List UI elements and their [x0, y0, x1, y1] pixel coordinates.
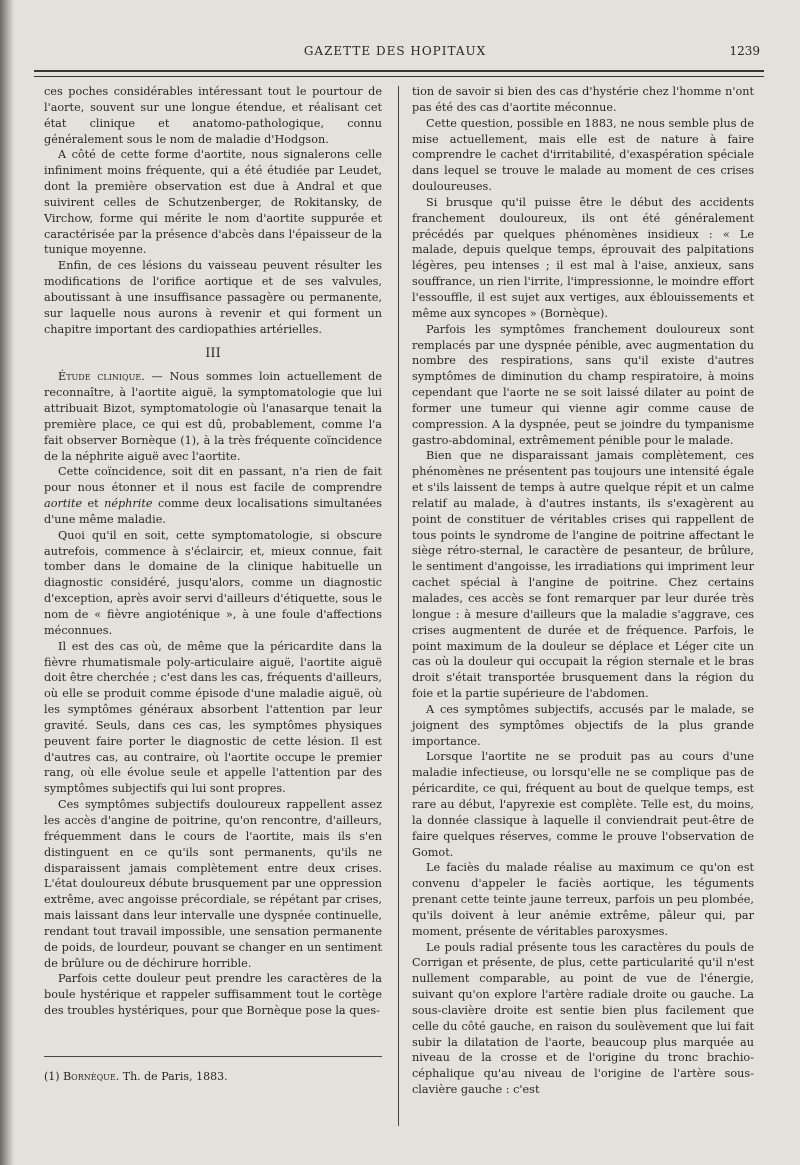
binding-edge — [0, 0, 14, 1165]
paragraph: Ces symptômes subjectifs douloureux rappellent assez les accès d'angine de poitrine, qu'on rencontre, d'ailleurs, fréquemment dans le cours de l'aortite, mais ils s'en distinguent en ce qu'ils sont permanents, qu'ils ne disparaissent jamais complètement entre deux crises. L'état douloureux débute brusquement par une oppression extrême, avec angoisse précordiale, se répétant par crises, mais laissant dans leur intervalle une dyspnée continuelle, rendant tout travail impossible, une sensation permanente de poids, de lourdeur, pouvant se changer en un sentiment de brûlure ou de déchirure horrible. — [44, 798, 382, 970]
paragraph: A côté de cette forme d'aortite, nous signalerons celle infiniment moins fréquente, qui a été étudiée par Leudet, dont la première observation est due à Andral et que suivirent celles de Schutzenberger, de Rokitansky, de Virchow, forme qui mérite le nom d'aortite suppurée et caractérisée par la présence d'abcès dans l'épaisseur de la tunique moyenne. — [44, 148, 382, 257]
italic-term: néphrite — [104, 497, 153, 511]
right-column — [412, 84, 754, 1098]
header-rule-thin — [34, 76, 764, 77]
paragraph — [44, 369, 382, 464]
paragraph-text: — Nous sommes loin actuellement de reconnaître, à l'aortite aiguë, la symptomatologie que lui attribuait Bizot, symptomatologie où l'anasarque tenait la première place, ce qui est dû, probablement, comme l'a fait observer Bornèque (1), à la très fréquente coïncidence de la néphrite aiguë avec l'aortite. — [44, 370, 382, 463]
paragraph: Parfois les symptômes franchement douloureux sont remplacés par une dyspnée pénible, avec augmentation du nombre des respirations, sans qu'il existe d'autres symptômes de diminution du champ respiratoire, à moins cependant que l'aorte ne se soit laissé dilater au point de former une tumeur qui vienne agir comme cause de compression. A la dyspnée, peut se joindre du tympanisme gastro-abdominal, extrêmement pénible pour le malade. — [412, 322, 754, 447]
paragraph-text: comme deux localisations simultanées d'une même maladie. — [44, 497, 382, 526]
paragraph-text: Cette coïncidence, soit dit en passant, n'a rien de fait pour nous étonner et il nous est facile de comprendre — [44, 465, 382, 495]
header-rule — [34, 70, 764, 72]
page-header — [30, 44, 760, 64]
footnote-rule — [44, 1056, 382, 1057]
paragraph: Si brusque qu'il puisse être le début des accidents franchement douloureux, ils ont été généralement précédés par quelques phénomènes insidieux : « Le malade, depuis quelque temps, éprouvait des palpitations légères, peu intenses ; il est mal à l'aise, anxieux, sans souffrance, un rien l'irrite, l'impressionne, le moindre effort l'essouffle, il est sujet aux vertiges, aux éblouissements et même aux syncopes » (Bornèque). — [412, 195, 754, 320]
paragraph: Le pouls radial présente tous les caractères du pouls de Corrigan et présente, de plus, cette particularité qu'il n'est nullement comparable, au point de vue de l'énergie, suivant qu'on explore l'artère radiale droite ou gauche. La sous-clavière droite est sentie bien plus facilement que celle du côté gauche, en raison du soulèvement que lui fait subir la dilatation de l'aorte, beaucoup plus marquée au niveau de la crosse et de l'origine du tronc brachio-céphalique qu'au niveau de l'origine de l'artère sous-clavière gauche : c'est — [412, 940, 754, 1097]
paragraph: Cette question, possible en 1883, ne nous semble plus de mise actuellement, mais elle est de nature à faire comprendre le cachet d'irritabilité, d'exaspération spéciale dans lequel se trouve le malade au moment de ces crises douloureuses. — [412, 116, 754, 194]
paragraph: Le faciès du malade réalise au maximum ce qu'on est convenu d'appeler le faciès aortique, les téguments prenant cette teinte jaune terreux, parfois un peu plombée, qu'ils doivent à leur anémie extrême, pâleur qui, par moment, présente de véritables paroxysmes. — [412, 861, 754, 938]
footnote-author: Bornèque — [63, 1070, 116, 1083]
footnote-text: . Th. de Paris, 1883. — [115, 1070, 228, 1083]
italic-term: aortite — [44, 497, 83, 511]
paragraph: Bien que ne disparaissant jamais complètement, ces phénomènes ne présentent pas toujours une intensité égale et s'ils laissent de temps à autre quelque répit et un calme relatif au malade, à d'autres instants, ils s'exagèrent au point de constituer de véritables crises qui rappellent de tous points le syndrome de l'angine de poitrine affectant le siège rétro-sternal, le caractère de pesanteur, de brûlure, le sentiment d'angoisse, les irradiations qui impriment leur cachet spécial à l'angine de poitrine. Chez certains malades, ces accès se font remarquer par leur durée très longue : à mesure d'ailleurs que la maladie s'aggrave, ces crises augmentent de durée et de fréquence. Parfois, le point maximum de la douleur se déplace et Léger cite un cas où la douleur qui occupait la région sternale et le bras droit s'était transportée brusquement dans la région du foie et la partie supérieure de l'abdomen. — [412, 449, 754, 701]
column-divider — [398, 86, 399, 1126]
page-number: 1239 — [729, 44, 760, 58]
section-heading: III — [205, 345, 221, 361]
paragraph-text: et — [82, 497, 105, 511]
running-title: GAZETTE DES HOPITAUX — [303, 44, 487, 58]
paragraph: A ces symptômes subjectifs, accusés par le malade, se joignent des symptômes objectifs de la plus grande importance. — [412, 702, 754, 748]
left-column — [44, 84, 382, 1019]
paragraph: Parfois cette douleur peut prendre les caractères de la boule hystérique et rappeler suffisamment tout le cortège des troubles hystériques, pour que Bornèque pose la ques- — [44, 972, 382, 1018]
paragraph: Lorsque l'aortite ne se produit pas au cours d'une maladie infectieuse, ou lorsqu'elle ne se complique pas de péricardite, ce qui, fréquent au bout de quelque temps, est rare au début, l'apyrexie est complète. Telle est, du moins, la donnée classique à laquelle il conviendrait peut-être de faire quelques réserves, comme le prouve l'observation de Gomot. — [412, 750, 754, 859]
paragraph: tion de savoir si bien des cas d'hystérie chez l'homme n'ont pas été des cas d'aortite méconnue. — [412, 85, 754, 114]
paragraph — [44, 464, 382, 527]
paragraph: Quoi qu'il en soit, cette symptomatologie, si obscure autrefois, commence à s'éclaircir, et, mieux connue, fait tomber dans le domaine de la clinique habituelle un diagnostic considéré, jusqu'alors, comme un diagnostic d'exception, après avoir servi d'ailleurs d'étiquette, sous le nom de « fièvre angioténique », à une foule d'affections méconnues. — [44, 528, 382, 637]
run-in-heading: Étude clinique. — [58, 370, 145, 384]
paragraph: Enfin, de ces lésions du vaisseau peuvent résulter les modifications de l'orifice aortique et de ses valvules, aboutissant à une insuffisance passagère ou permanente, sur laquelle nous aurons à revenir et qui forment un chapitre important des cardiopathies artérielles. — [44, 259, 382, 336]
footnote — [44, 1070, 382, 1083]
paragraph: ces poches considérables intéressant tout le pourtour de l'aorte, souvent sur une longue étendue, et réalisant cet état clinique et anatomo-pathologique, connu généralement sous le nom de maladie d'Hodgson. — [44, 85, 382, 146]
paragraph: Il est des cas où, de même que la péricardite dans la fièvre rhumatismale poly-articulaire aiguë, l'aortite aiguë doit être cherchée ; c'est dans les cas, fréquents d'ailleurs, où elle se produit comme épisode d'une maladie aiguë, où les symptômes généraux absorbent l'attention par leur gravité. Seuls, dans ces cas, les symptômes physiques peuvent faire porter le diagnostic de cette lésion. Il est d'autres cas, au contraire, où l'aortite occupe le premier rang, où elle évolue seule et appelle l'attention par des symptômes subjectifs qui lui sont propres. — [44, 639, 382, 796]
footnote-mark: (1) — [44, 1070, 64, 1083]
